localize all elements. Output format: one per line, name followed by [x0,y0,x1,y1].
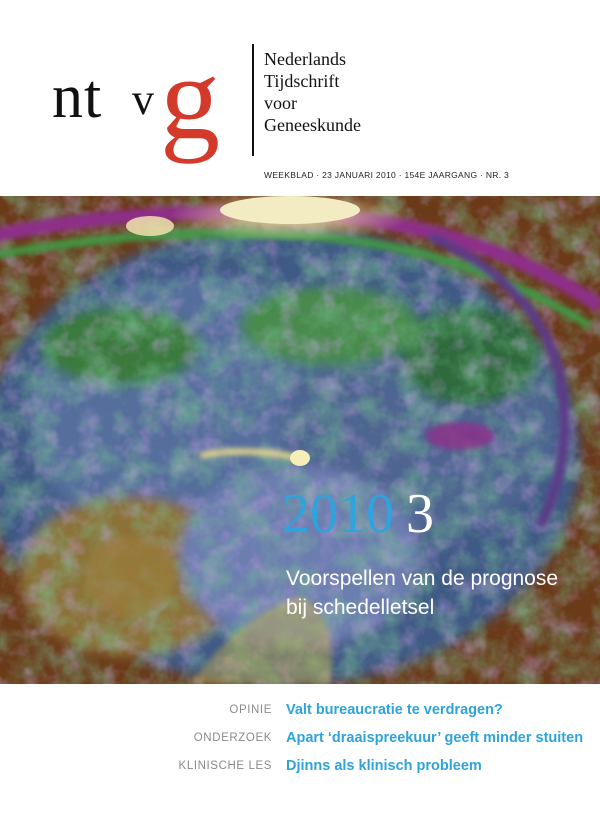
contents-title[interactable]: Apart ‘draaispreekuur’ geeft minder stuiten [286,730,584,746]
contents-title[interactable]: Djinns als klinisch probleem [286,758,482,774]
journal-title-line: Tijdschrift [264,71,340,91]
cover-image [0,196,600,684]
contents-category: OPINIE [229,704,272,716]
logo-divider [252,44,254,156]
logo-v: v [132,75,154,124]
contents-category: KLINISCHE LES [178,760,272,772]
logo-g: g [160,31,220,164]
issue-nr: 3 [406,483,434,545]
cover-headline-line: bij schedelletsel [286,596,435,619]
contents-title[interactable]: Valt bureaucratie te verdragen? [286,702,503,718]
contents-item[interactable] [0,700,600,724]
journal-title-line: Geneeskunde [264,115,361,135]
masthead [0,0,600,196]
journal-title-line: voor [264,93,297,113]
issue-year: 2010 [282,483,394,545]
issue-number [282,483,434,545]
logo-nt: nt [52,63,103,131]
ntvg-logo [52,28,252,164]
contents-item[interactable] [0,756,600,780]
journal-title [264,48,361,136]
cover-headline [286,564,558,622]
contents-category: ONDERZOEK [193,732,272,744]
journal-title-line: Nederlands [264,49,346,69]
contents-item[interactable] [0,728,600,752]
issue-info: WEEKBLAD · 23 JANUARI 2010 · 154E JAARGANG · NR. 3 [264,170,510,180]
cover-headline-line: Voorspellen van de prognose [286,567,559,590]
